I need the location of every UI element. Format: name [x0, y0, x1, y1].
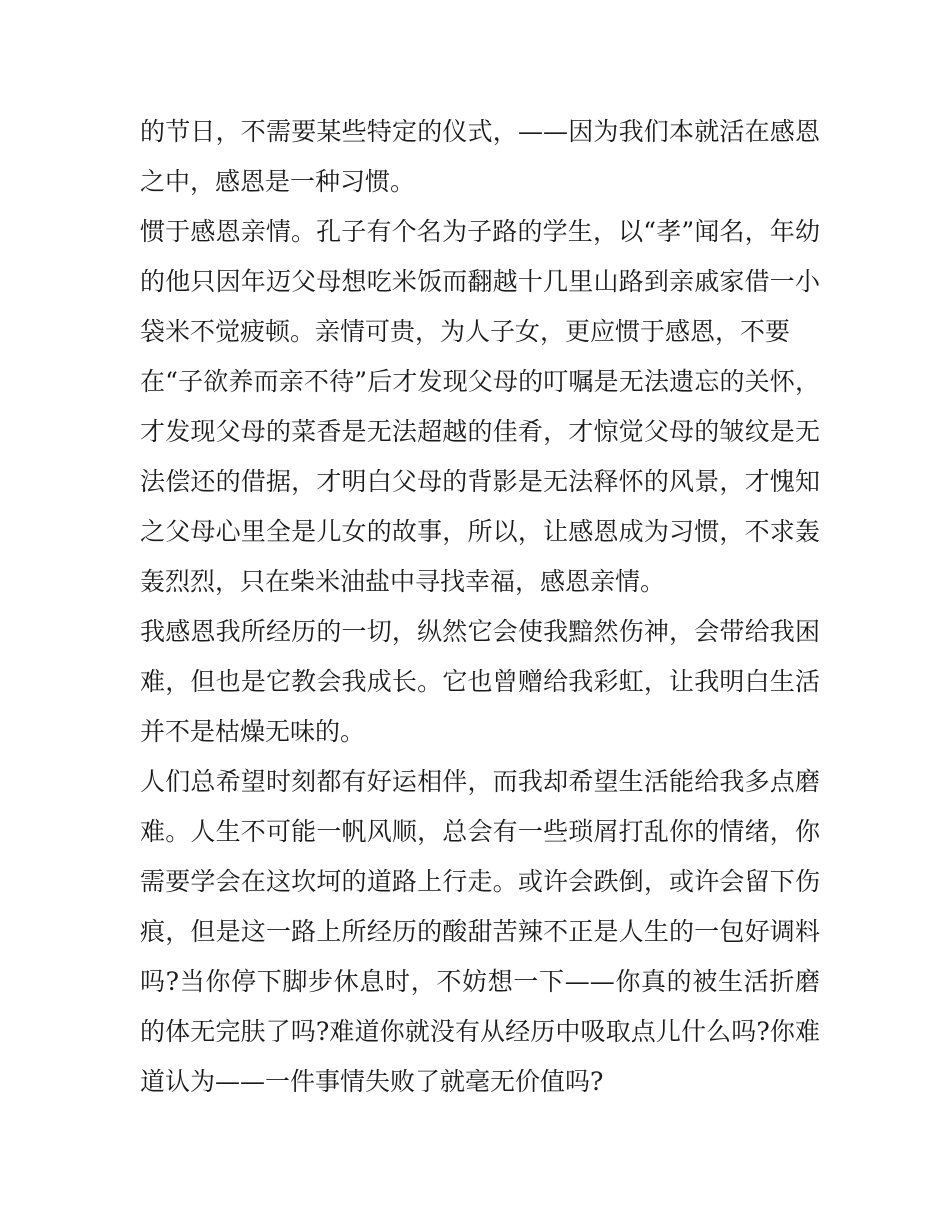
text-line: 在“子欲养而亲不待”后才发现父母的叮嘱是无法遗忘的关怀，: [140, 367, 820, 396]
text-line: 的体无完肤了吗?难道你就没有从经历中吸取点儿什么吗?你难: [140, 1017, 820, 1046]
text-line: 难，但也是它教会我成长。它也曾赠给我彩虹，让我明白生活: [140, 667, 820, 696]
text-line: 法偿还的借据，才明白父母的背影是无法释怀的风景，才愧知: [140, 467, 820, 496]
text-line: 并不是枯燥无味的。: [140, 717, 366, 746]
text-line: 的他只因年迈父母想吃米饭而翻越十几里山路到亲戚家借一小: [140, 267, 820, 296]
text-line: 痕，但是这一路上所经历的酸甜苦辣不正是人生的一包好调料: [140, 917, 820, 946]
text-line: 人们总希望时刻都有好运相伴，而我却希望生活能给我多点磨: [140, 767, 820, 796]
text-line: 需要学会在这坎坷的道路上行走。或许会跌倒，或许会留下伤: [140, 867, 820, 896]
text-line: 之父母心里全是儿女的故事，所以，让感恩成为习惯，不求轰: [140, 517, 820, 546]
text-line: 难。人生不可能一帆风顺，总会有一些琐屑打乱你的情绪，你: [140, 817, 820, 846]
text-line: 之中，感恩是一种习惯。: [140, 167, 416, 196]
text-line: 惯于感恩亲情。孔子有个名为子路的学生，以“孝”闻名，年幼: [140, 217, 820, 246]
text-line: 吗?当你停下脚步休息时，不妨想一下——你真的被生活折磨: [140, 967, 820, 996]
text-line: 道认为——一件事情失败了就毫无价值吗?: [140, 1067, 604, 1096]
text-line: 的节日，不需要某些特定的仪式，——因为我们本就活在感恩: [140, 117, 820, 146]
text-line: 袋米不觉疲顿。亲情可贵，为人子女，更应惯于感恩，不要: [140, 317, 791, 346]
text-line: 才发现父母的菜香是无法超越的佳肴，才惊觉父母的皱纹是无: [140, 417, 820, 446]
text-line: 轰烈烈，只在柴米油盐中寻找幸福，感恩亲情。: [140, 567, 666, 596]
text-line: 我感恩我所经历的一切，纵然它会使我黯然伤神，会带给我困: [140, 617, 820, 646]
